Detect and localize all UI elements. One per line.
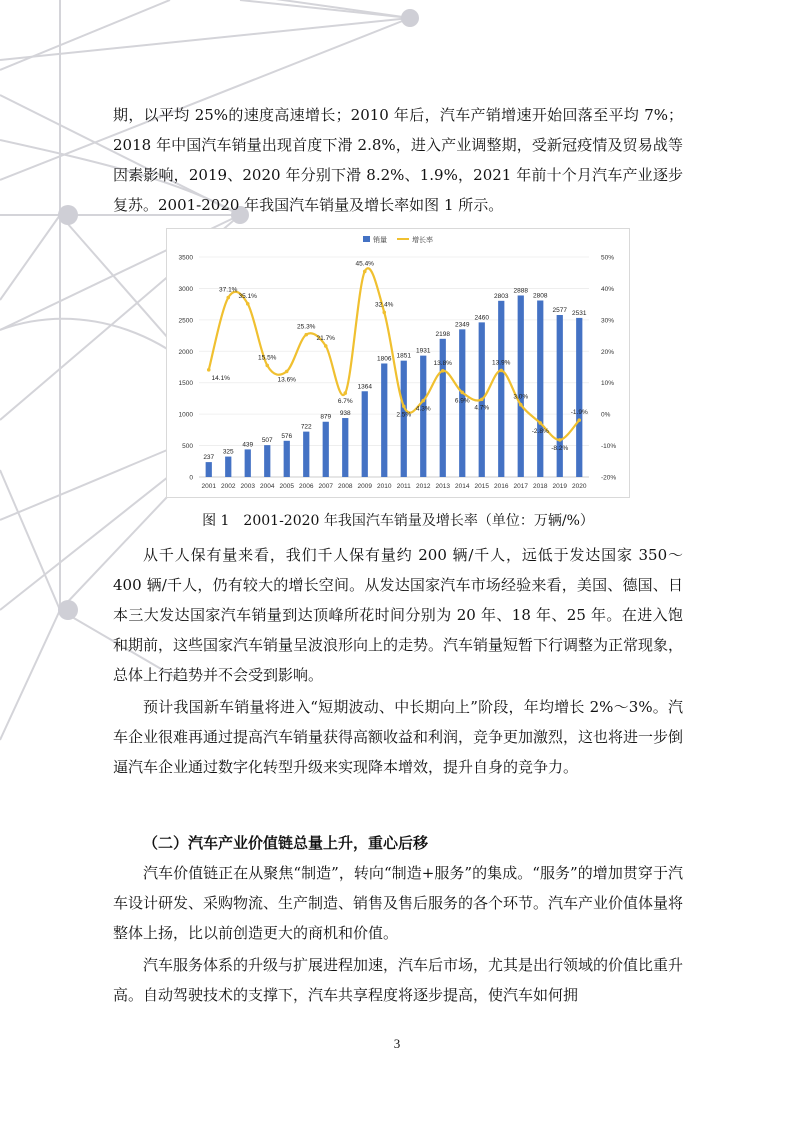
growth-point-2015	[480, 398, 484, 402]
x-tick-label: 2014	[455, 483, 470, 490]
y-left-tick-label: 500	[182, 443, 193, 451]
y-right-tick-label: 40%	[601, 285, 615, 293]
growth-data-label: 6.7%	[337, 398, 353, 406]
y-right-tick-label: -10%	[601, 443, 617, 451]
bar-2008	[342, 418, 348, 477]
x-tick-label: 2007	[318, 483, 333, 490]
bar-data-label: 722	[300, 423, 312, 431]
x-tick-label: 2009	[357, 483, 372, 490]
chart-figure-1	[166, 228, 630, 498]
bar-data-label: 2349	[455, 321, 470, 329]
y-right-tick-label: 50%	[601, 254, 615, 262]
y-left-tick-label: 0	[189, 474, 193, 482]
bar-2004	[264, 445, 270, 477]
growth-point-2016	[499, 369, 503, 373]
growth-data-label: 13.6%	[277, 376, 296, 384]
growth-point-2008	[343, 391, 347, 395]
bar-2018	[537, 300, 543, 477]
bar-2005	[284, 441, 290, 477]
growth-data-label: 14.1%	[211, 374, 230, 382]
growth-data-label: 6.9%	[454, 397, 470, 405]
legend-label-sales: 销量	[373, 237, 387, 244]
bar-data-label: 576	[281, 432, 293, 440]
bar-2020	[576, 318, 582, 477]
growth-data-label: -1.9%	[570, 409, 588, 417]
growth-data-label: 3.0%	[513, 393, 529, 401]
x-tick-label: 2001	[201, 483, 216, 490]
bar-2006	[303, 432, 309, 477]
y-left-tick-label: 3000	[178, 285, 193, 293]
bar-2003	[245, 449, 251, 477]
growth-point-2018	[538, 421, 542, 425]
sales-growth-chart	[167, 229, 629, 497]
x-tick-label: 2015	[474, 483, 489, 490]
x-tick-label: 2005	[279, 483, 294, 490]
growth-point-2010	[382, 311, 386, 315]
growth-point-2011	[402, 404, 406, 408]
paragraph-ownership: 从千人保有量来看，我们千人保有量约 200 辆/千人，远低于发达国家 350～400 辆/千人，仍有较大的增长空间。从发达国家汽车市场经验来看，美国、德国、日本三大发达国家汽车销量到达顶峰所花时间分别为 20 年、18 年、25 年。在进入饱和期前，这些国家汽车销量呈波浪形向上的走势。汽车销量短暂下行调整为正常现象，总体上行趋势并不会受到影响。	[113, 546, 684, 684]
growth-point-2002	[226, 296, 230, 300]
x-tick-label: 2011	[396, 483, 411, 490]
bar-2016	[498, 301, 504, 477]
bar-data-label: 2888	[513, 287, 528, 295]
x-tick-label: 2010	[377, 483, 392, 490]
x-tick-label: 2004	[260, 483, 275, 490]
growth-data-label: 21.7%	[316, 334, 335, 342]
x-tick-label: 2012	[416, 483, 431, 490]
y-left-tick-label: 1500	[178, 380, 193, 388]
bar-2017	[518, 295, 524, 477]
growth-data-label: 13.9%	[492, 359, 511, 367]
growth-data-label: 4.7%	[474, 404, 490, 412]
bar-data-label: 2460	[474, 314, 489, 322]
bar-data-label: 2577	[552, 307, 567, 315]
bar-2009	[362, 391, 368, 477]
bar-2001	[206, 462, 212, 477]
bar-data-label: 439	[242, 441, 254, 449]
paragraph-service-system: 汽车服务体系的升级与扩展进程加速，汽车后市场，尤其是出行领域的价值比重升高。自动驾驶技术的支撑下，汽车共享程度将逐步提高，使汽车如何拥	[113, 956, 684, 1004]
bar-data-label: 938	[339, 410, 351, 418]
x-tick-label: 2020	[572, 483, 587, 490]
x-tick-label: 2006	[299, 483, 314, 490]
x-tick-label: 2017	[513, 483, 528, 490]
growth-data-label: 13.8%	[433, 359, 452, 367]
bar-data-label: 1851	[396, 352, 411, 360]
growth-point-2014	[460, 391, 464, 395]
bar-2019	[557, 315, 563, 477]
x-tick-label: 2008	[338, 483, 353, 490]
growth-data-label: -8.2%	[551, 444, 569, 452]
y-right-tick-label: 10%	[601, 380, 615, 388]
growth-data-label: 15.5%	[258, 354, 277, 362]
bar-data-label: 237	[203, 454, 215, 462]
growth-point-2007	[324, 344, 328, 348]
growth-point-2001	[207, 368, 211, 372]
bar-data-label: 2531	[572, 309, 587, 317]
y-left-tick-label: 2500	[178, 317, 193, 325]
page-number: 3	[393, 1036, 401, 1051]
growth-data-label: 45.4%	[355, 260, 374, 268]
y-left-tick-label: 3500	[178, 254, 193, 262]
y-right-tick-label: -20%	[601, 474, 617, 482]
bar-data-label: 325	[222, 448, 234, 456]
x-tick-label: 2013	[435, 483, 450, 490]
growth-data-label: 25.3%	[297, 323, 316, 331]
bar-2007	[323, 422, 329, 477]
x-tick-label: 2003	[240, 483, 255, 490]
bar-2011	[401, 361, 407, 477]
paragraph-value-chain: 汽车价值链正在从聚焦“制造”，转向“制造+服务”的集成。“服务”的增加贯穿于汽车设计研发、采购物流、生产制造、销售及售后服务的各个环节。汽车产业价值体量将整体上扬，比以前创造更大的商机和价值。	[113, 864, 684, 942]
bar-2002	[225, 457, 231, 477]
paragraph-forecast: 预计我国新车销量将进入“短期波动、中长期向上”阶段，年均增长 2%～3%。汽车企业很难再通过提高汽车销量获得高额收益和利润，竞争更加激烈，这也将进一步倒逼汽车企业通过数字化转型升级来实现降本增效，提升自身的竞争力。	[113, 698, 684, 776]
paragraph-sales-history: 期，以平均 25%的速度高速增长；2010 年后，汽车产销增速开始回落至平均 7%；2018 年中国汽车销量出现首度下滑 2.8%，进入产业调整期，受新冠疫情及贸易战等因素影响，2019、2020 年分别下滑 8.2%、1.9%，2021 年前十个月汽车产业逐步复苏。2001-2020 年我国汽车销量及增长率如图 1 所示。	[113, 106, 683, 214]
growth-point-2006	[304, 333, 308, 337]
growth-point-2019	[558, 438, 562, 442]
bar-data-label: 1364	[357, 383, 372, 391]
bar-2012	[420, 356, 426, 477]
x-tick-label: 2019	[552, 483, 567, 490]
growth-point-2012	[421, 399, 425, 403]
growth-point-2005	[285, 370, 289, 374]
x-tick-label: 2018	[533, 483, 548, 490]
growth-data-label: 2.5%	[396, 411, 412, 419]
bar-data-label: 2198	[435, 330, 450, 338]
growth-data-label: 37.1%	[219, 286, 238, 294]
y-right-tick-label: 0%	[601, 411, 611, 419]
section-heading: （二）汽车产业价值链总量上升，重心后移	[143, 834, 429, 852]
bar-data-label: 2808	[533, 292, 548, 300]
growth-point-2009	[363, 270, 367, 274]
growth-point-2017	[519, 403, 523, 407]
y-left-tick-label: 2000	[178, 348, 193, 356]
x-tick-label: 2016	[494, 483, 509, 490]
y-left-tick-label: 1000	[178, 411, 193, 419]
growth-data-label: -2.8%	[531, 427, 549, 435]
growth-data-label: 35.1%	[238, 292, 257, 300]
growth-point-2013	[441, 369, 445, 373]
growth-data-label: 32.4%	[375, 301, 394, 309]
growth-point-2004	[265, 364, 269, 368]
bar-data-label: 1931	[416, 347, 431, 355]
y-right-tick-label: 30%	[601, 317, 615, 325]
y-right-tick-label: 20%	[601, 348, 615, 356]
bar-data-label: 507	[261, 437, 273, 445]
growth-point-2020	[577, 418, 581, 422]
figure-caption: 图 1 2001-2020 年我国汽车销量及增长率（单位：万辆/%）	[202, 513, 594, 529]
growth-point-2003	[246, 302, 250, 306]
x-tick-label: 2002	[221, 483, 236, 490]
growth-data-label: 4.3%	[415, 405, 431, 413]
bar-2010	[381, 363, 387, 477]
bar-data-label: 2803	[494, 292, 509, 300]
legend-swatch-sales	[363, 236, 370, 242]
bar-data-label: 879	[320, 413, 332, 421]
legend-label-growth: 增长率	[412, 237, 433, 244]
bar-data-label: 1806	[377, 355, 392, 363]
